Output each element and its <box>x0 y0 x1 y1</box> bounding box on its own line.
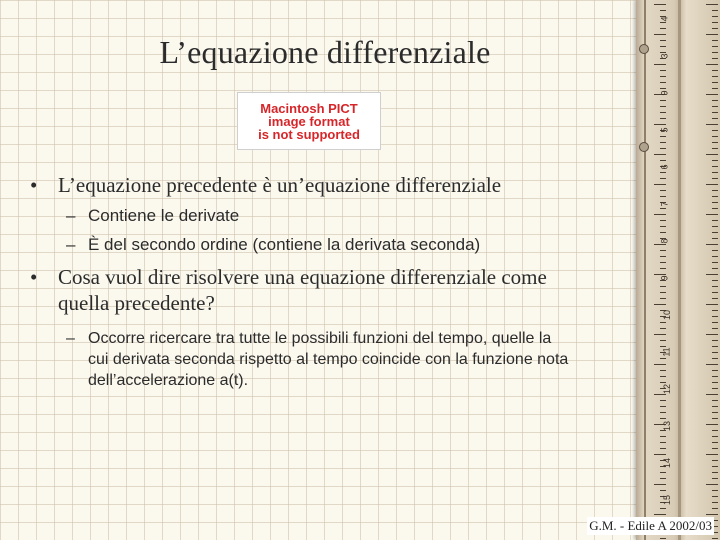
ruler-tick <box>660 22 666 23</box>
ruler-tick <box>712 88 718 89</box>
ruler-tick <box>712 256 718 257</box>
ruler-number: 5 <box>659 127 670 133</box>
ruler-tick <box>712 178 718 179</box>
ruler-tick <box>660 40 666 41</box>
placeholder-line-2: image format <box>268 113 350 129</box>
ruler-tick <box>660 322 666 323</box>
ruler-tick <box>712 148 718 149</box>
ruler-tick <box>660 46 666 47</box>
ruler-tick <box>660 136 666 137</box>
slide-title: L’equazione differenziale <box>159 34 491 70</box>
ruler-tick <box>654 64 666 65</box>
ruler-tick <box>712 436 718 437</box>
ruler-tick <box>654 244 666 245</box>
ruler-tick <box>712 52 718 53</box>
ruler-tick <box>712 448 718 449</box>
ruler-number: 6 <box>659 164 670 170</box>
ruler-tick <box>660 190 666 191</box>
ruler-tick <box>712 418 718 419</box>
ruler-tick <box>654 304 666 305</box>
sub-bullet-1-1-text: Contiene le derivate <box>88 206 240 225</box>
ruler-tick <box>660 262 666 263</box>
ruler-tick <box>660 256 666 257</box>
ruler-number: 9 <box>659 90 670 96</box>
ruler-tick <box>706 304 718 305</box>
ruler-number: 4 <box>659 16 670 22</box>
ruler-tick <box>660 220 666 221</box>
ruler-number: 13 <box>662 420 673 432</box>
ruler-screw-icon <box>639 44 649 54</box>
ruler-tick <box>712 118 718 119</box>
ruler-tick <box>660 370 666 371</box>
ruler-tick <box>712 226 718 227</box>
ruler-tick <box>660 232 666 233</box>
ruler-tick <box>712 406 718 407</box>
ruler-tick <box>660 358 666 359</box>
ruler-tick <box>706 394 718 395</box>
ruler-tick <box>712 262 718 263</box>
ruler-tick <box>706 154 718 155</box>
ruler-tick <box>712 70 718 71</box>
ruler-tick <box>660 118 666 119</box>
ruler-tick <box>712 466 718 467</box>
ruler-tick <box>660 412 666 413</box>
ruler-tick <box>660 400 666 401</box>
ruler-tick <box>654 484 666 485</box>
ruler-tick <box>712 280 718 281</box>
ruler-tick <box>706 34 718 35</box>
ruler-tick <box>660 208 666 209</box>
ruler-tick <box>712 202 718 203</box>
ruler-tick <box>712 112 718 113</box>
ruler-tick <box>660 478 666 479</box>
ruler-tick <box>660 250 666 251</box>
ruler-tick <box>712 142 718 143</box>
ruler-tick <box>712 10 718 11</box>
ruler-tick <box>712 388 718 389</box>
ruler-number: 10 <box>662 309 673 321</box>
ruler-tick <box>712 502 718 503</box>
ruler-tick <box>712 346 718 347</box>
ruler-tick <box>660 442 666 443</box>
ruler-tick <box>712 490 718 491</box>
ruler-tick <box>660 286 666 287</box>
ruler-tick <box>712 298 718 299</box>
ruler-tick <box>706 64 718 65</box>
ruler-tick <box>660 292 666 293</box>
ruler-tick <box>712 400 718 401</box>
ruler-tick <box>660 88 666 89</box>
ruler-tick <box>712 250 718 251</box>
slide-footer: G.M. - Edile A 2002/03 <box>589 518 712 533</box>
ruler-tick <box>660 148 666 149</box>
sub-bullet-1-2-text: È del secondo ordine (contiene la derivata seconda) <box>88 235 481 254</box>
ruler-tick <box>660 382 666 383</box>
ruler-tick <box>660 538 666 539</box>
ruler-tick <box>712 268 718 269</box>
ruler-tick <box>712 496 718 497</box>
ruler-tick <box>660 28 666 29</box>
ruler-tick <box>712 106 718 107</box>
ruler-tick <box>660 196 666 197</box>
dash-symbol: – <box>66 330 75 347</box>
ruler-tick <box>712 538 718 539</box>
sub-bullet-2-1-line-3: dell’accelerazione a(t). <box>88 372 249 389</box>
ruler-tick <box>660 76 666 77</box>
ruler-tick <box>660 142 666 143</box>
bullet-symbol: • <box>30 173 38 197</box>
ruler-tick <box>660 340 666 341</box>
ruler-tick <box>706 4 718 5</box>
ruler-tick <box>712 310 718 311</box>
ruler-tick <box>712 508 718 509</box>
ruler-tick <box>654 4 666 5</box>
ruler-tick <box>660 10 666 11</box>
ruler-tick <box>660 172 666 173</box>
ruler-tick <box>660 472 666 473</box>
ruler-tick <box>712 130 718 131</box>
ruler-tick <box>712 328 718 329</box>
ruler-tick <box>712 460 718 461</box>
ruler-tick <box>706 274 718 275</box>
unsupported-image-placeholder <box>237 92 381 150</box>
ruler-number: 12 <box>662 383 673 395</box>
ruler-tick <box>706 454 718 455</box>
ruler-tick <box>706 244 718 245</box>
ruler-tick <box>706 484 718 485</box>
ruler-tick <box>706 424 718 425</box>
sub-bullet-2-1-line-2: cui derivata seconda rispetto al tempo coincide con la funzione nota <box>88 351 569 368</box>
ruler-tick <box>712 352 718 353</box>
ruler-tick <box>660 178 666 179</box>
ruler-tick <box>706 184 718 185</box>
ruler-tick <box>712 322 718 323</box>
ruler-tick <box>706 364 718 365</box>
ruler-tick <box>654 124 666 125</box>
ruler-tick <box>712 136 718 137</box>
ruler-tick <box>712 430 718 431</box>
bullet-1-text: L’equazione precedente è un’equazione differenziale <box>58 173 502 197</box>
bullet-2-line-1: Cosa vuol dire risolvere una equazione differenziale come <box>58 265 547 289</box>
ruler-tick <box>660 226 666 227</box>
decorative-ruler <box>636 0 720 540</box>
placeholder-line-1: Macintosh PICT <box>260 100 358 116</box>
ruler-tick <box>660 508 666 509</box>
ruler-edge <box>644 0 646 540</box>
ruler-tick <box>712 190 718 191</box>
ruler-tick <box>660 100 666 101</box>
ruler-tick <box>654 394 666 395</box>
sub-bullet-2-1-line-1: Occorre ricercare tra tutte le possibili funzioni del tempo, quelle la <box>88 330 552 347</box>
ruler-tick <box>654 514 666 515</box>
ruler-tick <box>660 436 666 437</box>
ruler-tick <box>660 112 666 113</box>
ruler-tick <box>712 478 718 479</box>
ruler-tick <box>660 406 666 407</box>
ruler-tick <box>712 28 718 29</box>
ruler-tick <box>712 340 718 341</box>
placeholder-line-3: is not supported <box>258 126 360 142</box>
ruler-tick <box>712 172 718 173</box>
ruler-tick <box>706 124 718 125</box>
ruler-tick <box>654 364 666 365</box>
ruler-tick <box>660 448 666 449</box>
ruler-tick <box>660 106 666 107</box>
ruler-tick <box>712 196 718 197</box>
ruler-tick <box>712 376 718 377</box>
ruler-tick <box>660 70 666 71</box>
ruler-tick <box>706 214 718 215</box>
ruler-tick <box>712 220 718 221</box>
ruler-tick <box>654 334 666 335</box>
ruler-tick <box>660 376 666 377</box>
ruler-tick <box>712 382 718 383</box>
ruler-number: 7 <box>659 201 670 207</box>
ruler-tick <box>706 514 718 515</box>
ruler-tick <box>660 328 666 329</box>
ruler-tick <box>660 298 666 299</box>
ruler-tick <box>712 412 718 413</box>
ruler-tick <box>706 94 718 95</box>
ruler-tick <box>712 22 718 23</box>
ruler-tick <box>660 82 666 83</box>
ruler-number: 9 <box>659 275 670 281</box>
ruler-tick <box>712 82 718 83</box>
dash-symbol: – <box>66 235 76 254</box>
ruler-tick <box>712 58 718 59</box>
ruler-tick <box>712 316 718 317</box>
ruler-number: 3 <box>659 53 670 59</box>
ruler-tick <box>660 490 666 491</box>
ruler-tick <box>712 358 718 359</box>
ruler-tick <box>660 268 666 269</box>
ruler-tick <box>712 286 718 287</box>
ruler-tick <box>712 472 718 473</box>
ruler-tick <box>712 208 718 209</box>
ruler-groove <box>678 0 681 540</box>
ruler-number: 15 <box>662 494 673 506</box>
ruler-tick <box>654 214 666 215</box>
ruler-tick <box>654 34 666 35</box>
ruler-number: 11 <box>661 347 672 357</box>
ruler-tick <box>712 442 718 443</box>
ruler-tick <box>654 454 666 455</box>
bullet-2-line-2: quella precedente? <box>58 291 215 315</box>
ruler-screw-icon <box>639 142 649 152</box>
ruler-number: 8 <box>659 238 670 244</box>
ruler-tick <box>660 160 666 161</box>
ruler-tick <box>712 100 718 101</box>
ruler-tick <box>712 238 718 239</box>
ruler-tick <box>712 370 718 371</box>
ruler-tick <box>654 184 666 185</box>
ruler-tick <box>712 160 718 161</box>
dash-symbol: – <box>66 206 76 225</box>
ruler-tick <box>712 16 718 17</box>
ruler-tick <box>712 76 718 77</box>
ruler-tick <box>712 166 718 167</box>
ruler-tick <box>660 418 666 419</box>
ruler-number: 14 <box>662 457 673 469</box>
ruler-tick <box>712 40 718 41</box>
ruler-tick <box>712 46 718 47</box>
ruler-tick <box>706 334 718 335</box>
bullet-symbol: • <box>30 265 38 289</box>
ruler-tick <box>712 292 718 293</box>
ruler-tick <box>654 154 666 155</box>
ruler-tick <box>712 232 718 233</box>
